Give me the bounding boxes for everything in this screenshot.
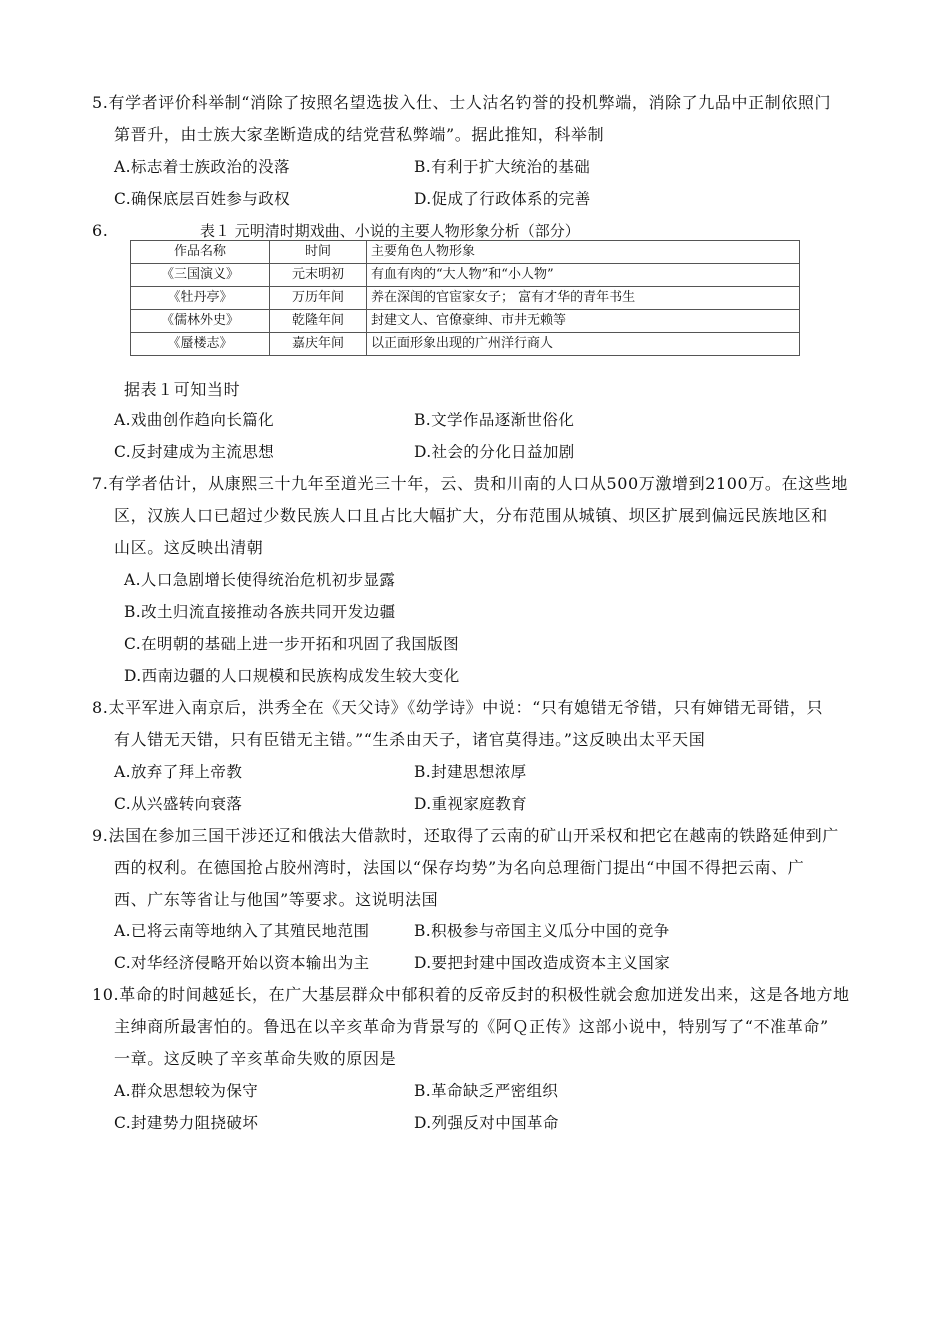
q8-option-b: B.封建思想浓厚 — [414, 763, 527, 781]
q5-stem-line2: 第晋升，由士族大家垄断造成的结党营私弊端”。据此推知，科举制 — [114, 125, 605, 144]
table-cell: 以正面形象出现的广州洋行商人 — [367, 333, 800, 356]
q5-option-b: B.有利于扩大统治的基础 — [414, 158, 591, 176]
q5-option-a: A.标志着士族政治的没落 — [114, 158, 290, 176]
table-cell: 乾隆年间 — [270, 310, 367, 333]
table-header-cell: 时间 — [270, 241, 367, 264]
table-row — [131, 310, 800, 333]
q10-option-a: A.群众思想较为保守 — [114, 1082, 259, 1100]
q8-option-c: C.从兴盛转向衰落 — [114, 795, 243, 813]
q7-stem-line3: 山区。这反映出清朝 — [114, 538, 264, 557]
table-caption: 表１ 元明清时期戏曲、小说的主要人物形象分析（部分） — [200, 222, 580, 240]
table-header-row — [131, 241, 800, 264]
q7-option-c: C.在明朝的基础上进一步开拓和巩固了我国版图 — [124, 635, 460, 653]
q9-stem-line3: 西、广东等省让与他国”等要求。这说明法国 — [114, 890, 439, 909]
q8-stem-line1: 8.太平军进入南京后，洪秀全在《天父诗》《幼学诗》中说：“只有媳错无爷错，只有婶错无哥错，只 — [92, 698, 824, 717]
q6-number: 6. — [92, 221, 109, 240]
table-cell: 万历年间 — [270, 287, 367, 310]
table-cell: 《儒林外史》 — [131, 310, 270, 333]
q6-option-a: A.戏曲创作趋向长篇化 — [114, 411, 275, 429]
table-cell: 元末明初 — [270, 264, 367, 287]
table-cell: 有血有肉的“大人物”和“小人物” — [367, 264, 800, 287]
q8-stem-line2: 有人错无天错，只有臣错无主错。”“生杀由天子，诸官莫得违。”这反映出太平天国 — [114, 730, 706, 749]
q5-option-d: D.促成了行政体系的完善 — [414, 190, 591, 208]
q9-option-b: B.积极参与帝国主义瓜分中国的竞争 — [414, 922, 670, 940]
table-cell: 《牡丹亭》 — [131, 287, 270, 310]
q7-option-a: A.人口急剧增长使得统治危机初步显露 — [124, 571, 396, 589]
q9-option-c: C.对华经济侵略开始以资本输出为主 — [114, 954, 370, 972]
q6-stem: 据表１可知当时 — [124, 380, 241, 399]
q9-option-a: A.已将云南等地纳入了其殖民地范围 — [114, 922, 370, 940]
q9-option-d: D.要把封建中国改造成资本主义国家 — [414, 954, 671, 972]
q7-option-d: D.西南边疆的人口规模和民族构成发生较大变化 — [124, 667, 460, 685]
q6-option-c: C.反封建成为主流思想 — [114, 443, 275, 461]
q6-option-d: D.社会的分化日益加剧 — [414, 443, 575, 461]
q10-option-b: B.革命缺乏严密组织 — [414, 1082, 559, 1100]
character-table — [130, 240, 800, 356]
table-row — [131, 264, 800, 287]
q7-option-b: B.改土归流直接推动各族共同开发边疆 — [124, 603, 396, 621]
q9-stem-line1: 9.法国在参加三国干涉还辽和俄法大借款时，还取得了云南的矿山开采权和把它在越南的铁路延伸到广 — [92, 826, 839, 845]
table-cell: 封建文人、官僚豪绅、市井无赖等 — [367, 310, 800, 333]
table-cell: 养在深闺的官宦家女子； 富有才华的青年书生 — [367, 287, 800, 310]
table-row — [131, 333, 800, 356]
q8-option-d: D.重视家庭教育 — [414, 795, 528, 813]
q10-stem-line2: 主绅商所最害怕的。鲁迅在以辛亥革命为背景写的《阿Ｑ正传》这部小说中，特别写了“不准革命” — [114, 1017, 829, 1036]
q7-stem-line1: 7.有学者估计，从康熙三十九年至道光三十年，云、贵和川南的人口从500万激增到2100万。在这些地 — [92, 474, 848, 493]
q10-stem-line1: 10.革命的时间越延长，在广大基层群众中郁积着的反帝反封的积极性就会愈加迸发出来，这是各地方地 — [92, 985, 850, 1004]
table-header-cell: 主要角色人物形象 — [367, 241, 800, 264]
table-row — [131, 287, 800, 310]
table-cell: 嘉庆年间 — [270, 333, 367, 356]
q5-stem-line1: 5.有学者评价科举制“消除了按照名望选拔入仕、士人沽名钓誉的投机弊端，消除了九品中正制依照门 — [92, 93, 832, 112]
table-cell: 《三国演义》 — [131, 264, 270, 287]
q10-option-c: C.封建势力阻挠破坏 — [114, 1114, 259, 1132]
q5-option-c: C.确保底层百姓参与政权 — [114, 190, 291, 208]
table-header-cell: 作品名称 — [131, 241, 270, 264]
q10-stem-line3: 一章。这反映了辛亥革命失败的原因是 — [114, 1049, 397, 1068]
q8-option-a: A.放弃了拜上帝教 — [114, 763, 243, 781]
q9-stem-line2: 西的权利。在德国抢占胶州湾时，法国以“保存均势”为名向总理衙门提出“中国不得把云南、广 — [114, 858, 805, 877]
q7-stem-line2: 区，汉族人口已超过少数民族人口且占比大幅扩大，分布范围从城镇、坝区扩展到偏远民族地区和 — [114, 506, 828, 525]
q6-option-b: B.文学作品逐渐世俗化 — [414, 411, 575, 429]
q10-option-d: D.列强反对中国革命 — [414, 1114, 559, 1132]
table-cell: 《蜃楼志》 — [131, 333, 270, 356]
